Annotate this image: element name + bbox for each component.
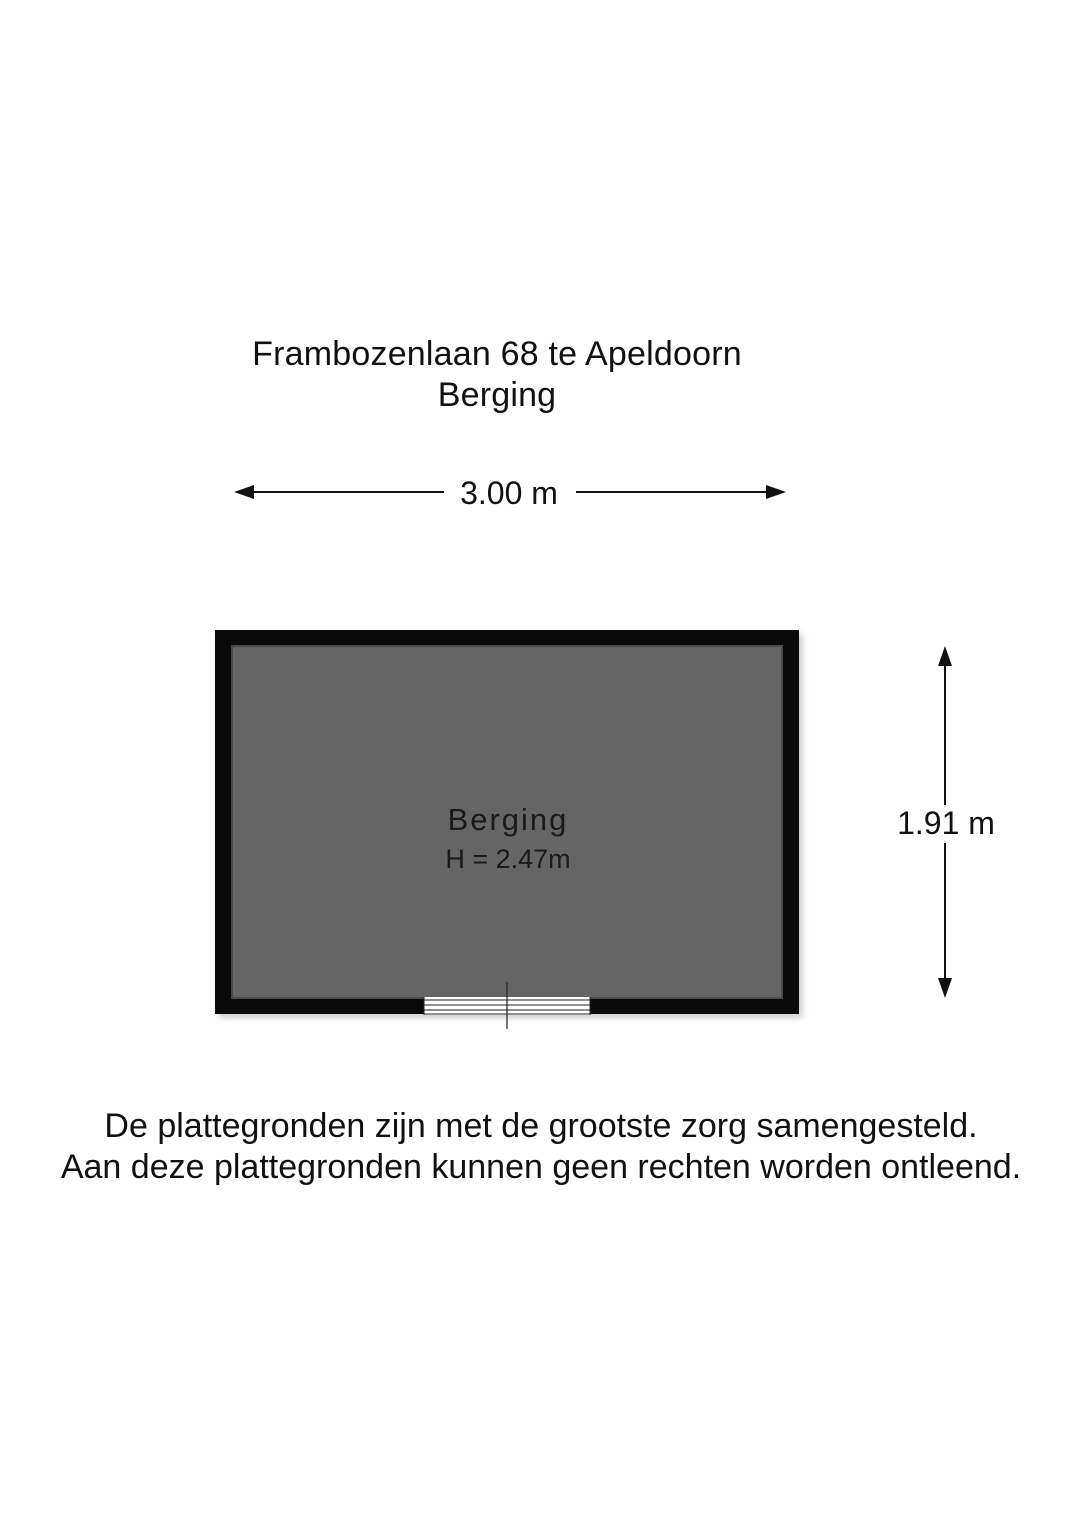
plan-title-address: Frambozenlaan 68 te Apeldoorn	[252, 335, 742, 373]
disclaimer-line-2: Aan deze plattegronden kunnen geen rechten worden ontleend.	[60, 1148, 1022, 1186]
room-ceiling-height-label: H = 2.47m	[445, 844, 571, 874]
arrow-left-icon	[234, 485, 254, 499]
arrow-down-icon	[938, 978, 952, 998]
height-dimension-label: 1.91 m	[884, 805, 1008, 841]
arrow-up-icon	[938, 646, 952, 666]
disclaimer-line-1: De plattegronden zijn met de grootste zorg samengesteld.	[104, 1107, 978, 1145]
width-dimension-label: 3.00 m	[446, 475, 572, 511]
arrow-right-icon	[766, 485, 786, 499]
plan-title-floor: Berging	[437, 376, 557, 414]
room-name-label: Berging	[447, 802, 569, 837]
